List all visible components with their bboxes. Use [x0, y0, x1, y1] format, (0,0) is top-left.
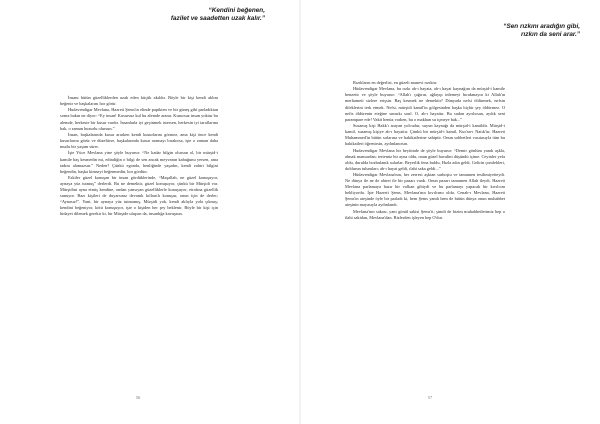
paragraph: Eskiler güzel konuşan bir insan gördüklerinde, “Maşallah, ne güzel konuşuyor, aynaya yüz tutmuş” derlerdi. Bu ne demektir, güzel konuşuyor, çünkü bir Mürşidi var. Mürşidini ayna etmiş kendine, ondan yansıyan güzelliklerle konuşuyor, etrafına güzellik sunuyor. Bazı kişileri de duyarsınız devamlı kıllarıtlı konuşur, onun için de derler; “Aynasız!”. Yani, bir aynaya yüz tutmamış, Mürşidi yok, kendi aklıyla yola çıkmış; kendini beğeniyor, kötü konuşuyor, işte o kişiden her şey beklenir. Böyle bir kişi için hidayet dilemek gerekir ki, bir Mürşide ulaşsın da, insanlığa kavuşsun.	[60, 174, 218, 217]
right-epigraph-line-1: “Sen rızkını aradığın gibi,	[503, 23, 580, 30]
paragraph: İşte Yüce Mevlana yine şöyle buyurur: “Ne kadar bilgin olursan ol, bir mürşid-i kamile baş kesmedin mi, edindiğin o bilgi de sen ancak meyvanın kabuğunu yersen, ama tadını alamazsın.” Neden? Çünkü egonda, benliğinde yaşadın, kendi zahiri bilgini beğendin, başka kimseyi beğenmedin, hor gördün.	[60, 150, 218, 174]
right-page-body	[345, 80, 505, 221]
paragraph: Rızıkların en değerlisi, en güzeli manevi rızıktır.	[353, 80, 438, 85]
right-page	[300, 0, 600, 424]
paragraph: Hudavendigar Mevlana bir beyitinde de şöyle buyurur: “Demir gönlüm yandı aşkla, almak mansardan; tertemiz bir ayna oldu, onun güzel havalini düşündü içime. Ceyinler yefa oldu, durulda bozbulanık sularlar. Beyerlik fena buldu, Hızla adın geldi. Gelirin çomlekleri, doldurun tulumları; ab-ı hayat geldi, ılahi saka geldi...”	[345, 147, 505, 171]
left-epigraph-line-2: fazilet ve saadetten uzak kalır.”	[170, 15, 265, 22]
left-page-body	[60, 95, 218, 217]
paragraph: İnsan, başkalarında kusur ararken kendi kusurlarını görmez, ama kişi önce kendi kusurlarını görür ve düzeltirse, başkalarında kusur aramayı bırakırsa, işte o zaman daha mutlu bir yaşam sürer.	[60, 131, 218, 150]
right-page-epigraph	[475, 23, 580, 39]
right-epigraph-line-2: rızkın da seni arar.”	[521, 31, 580, 38]
right-page-number: 57	[427, 395, 433, 400]
paragraph: Hüdavendigar Mevlana, bu rızkı ab-ı hayata, ab-ı hayat kaynağını da mürşid-i kamile benzetir ve şöyle buyurur: “Allah'ı çağırın, ağlayıp inlemeyi bırakmayın ki Allah'ın merhameti sizlere erişsin. Baş kesmek ne demektir? Dünyada nefsi öldürmek, nefsin dileklerini terk etmek. Nefsi, mürşidi kamil'in gölgesinden başka hiçbir şey öldürmez. O nefis öldürenin eteğine sımsıkı sarıl. O, ab-ı hayattır. Bu sudan ayrılırsan, aydık seni parampare ede! Vakit henüz varken, bu o makhan su içmeye bak...”	[345, 86, 505, 122]
left-page-epigraph	[120, 7, 265, 23]
left-page-number: 56	[135, 395, 141, 400]
paragraph: Hudavendigar Mevlana, Hazreti Şems'in elinde papikten ve bir güneş gibi parladıktan sonra bakın ne diyor: “Ey insan! Kusursuz kul bu alemde aranır. Kusursuz insan yoktur bu alemde, herkeste bir kusur vardır. İnsanlarla iyi geçinmek istersen, herkesin iyi taraflarına bak, o zaman huzurlu olursun.”	[60, 107, 218, 131]
paragraph: Mevlana'nın sakası, yani gönül sakisi Şems'ti; şimdi de bizim muhabbetlerimiz hep o ilahi sakidan, Mevlana'dan. Bizlerden işleyen hep O'dur.	[345, 208, 505, 220]
paragraph: Susamış kişi Hakk'ı arayan yolcudur, suyun kaynağı da mürşid-i kamildir. Mürşid-i kamil, susamış kişiye ab-ı hayattır. Çünkü bir mürşid-i kamil, Kur'an-ı Natık'tır, Hazreti Muhammed'in bütün sırlarına ve hakikatlerine sahiptir. Onun sohbetleri vasıtasıyla tüm bu hakikatleri öğrenirsin, aydınlanırsın.	[345, 123, 505, 147]
left-epigraph-line-1: “Kendini beğenen,	[208, 7, 265, 14]
paragraph: Hüdavendigar Mevlana'nın, her zerresi aşktan sarhoştu ve tamamen tesilimiyetteydi. Ne dünya ile ne de ahiret ile bir pazarı vardı. Onun pazarı tamamen Allah ileydi. Hazreti Mevlana parlamaya hazır bir volkan gibiydi ve bu parlamayı yapacak bir kıvılcım bekliyordu. İşte Hazreti Şems, Mevlana'nın kıvılcımı oldu. Cenab-ı Mevlana, Hazreti Şems'in ateşinde öyle bir parladı ki, hem Şems yandı hem de bütün dünya onun muhabbet ateşinin mayasıyla aydınlandı.	[345, 172, 505, 208]
paragraph: İnsanı bütün güzelliklerden uzak eden küçük akıldır. Böyle bir kişi kendi aklını beğenir ve başkalarını hor görür.	[60, 95, 218, 107]
